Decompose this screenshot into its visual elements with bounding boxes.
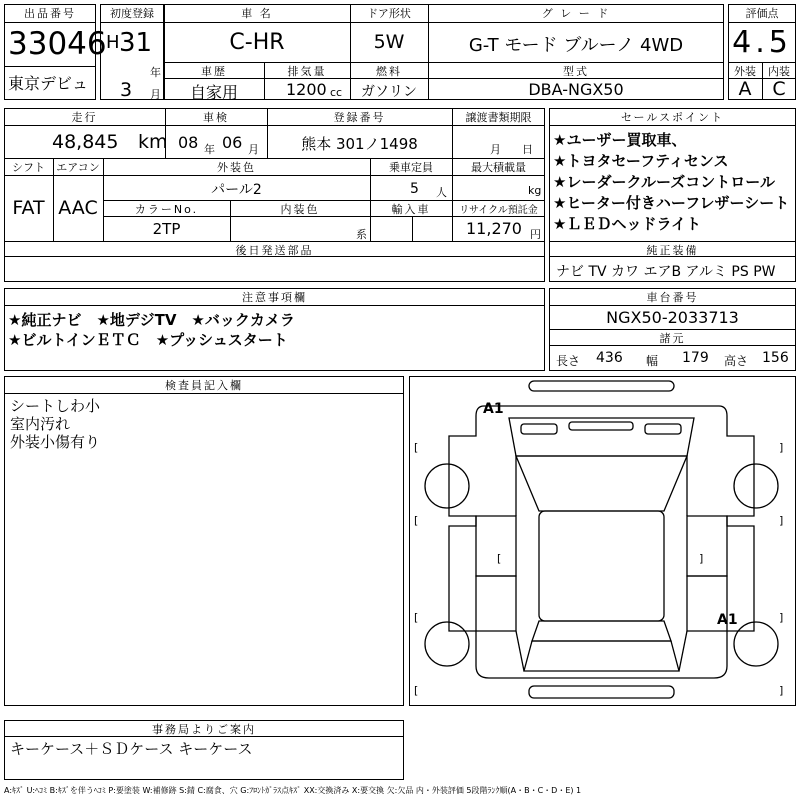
transfer-day-unit: 日: [522, 143, 533, 156]
mileage-unit: km: [138, 131, 168, 153]
reg-year: 31: [119, 28, 153, 58]
color-no: 2TP: [152, 220, 181, 238]
width: 179: [682, 350, 709, 366]
front-bumper-outline: [529, 381, 674, 391]
bracket-mark: ]: [699, 552, 704, 565]
inspection-year-unit: 年: [204, 143, 215, 156]
interior-grade: C: [772, 78, 786, 100]
inspection-month-unit: 月: [248, 143, 259, 156]
color-no-label: カラーNo.: [134, 203, 199, 216]
width-label: 幅: [646, 354, 659, 368]
sales-point-item: ★レーダークルーズコントロール: [553, 173, 775, 191]
venue: 東京デビュ: [8, 74, 89, 93]
model-code: DBA-NGX50: [528, 80, 624, 99]
inspection-label: 車検: [203, 111, 229, 124]
recycle-unit: 円: [530, 228, 541, 241]
equipment-label: 純正装備: [646, 244, 699, 257]
right-front-wheel: [734, 464, 778, 508]
bracket-mark: [: [414, 514, 419, 527]
grade: G-T モード ブルーノ 4WD: [468, 35, 684, 56]
reg-month-unit: 月: [150, 88, 161, 101]
exterior-grade: A: [738, 78, 752, 100]
ac-label: エアコン: [56, 161, 100, 174]
load-unit: kg: [528, 184, 542, 197]
grade-label: グ レ ー ド: [541, 7, 611, 20]
vehicle-damage-diagram: [409, 376, 794, 706]
fuel-label: 燃料: [376, 65, 402, 78]
inspector-line: シートしわ小: [10, 397, 101, 415]
right-rear-wheel: [734, 622, 778, 666]
ac: AAC: [58, 197, 98, 219]
car-name-label: 車 名: [241, 7, 273, 20]
chassis-label: 車台番号: [646, 291, 699, 304]
left-rear-door-outline: [476, 576, 516, 631]
inspection-month: 06: [222, 133, 243, 152]
roof-outline: [539, 511, 664, 621]
length-label: 長さ: [556, 354, 581, 368]
bracket-mark: ]: [779, 514, 784, 527]
lot-label: 出品番号: [24, 7, 76, 20]
inspector-line: 外装小傷有り: [10, 433, 101, 451]
height: 156: [762, 350, 789, 366]
recycle-amount: 11,270: [466, 219, 522, 238]
score-label: 評価点: [745, 7, 779, 20]
shift: FAT: [12, 197, 45, 219]
notes-line-1: ★純正ナビ ★地デジTV ★バックカメラ: [8, 311, 295, 329]
left-front-wheel: [425, 464, 469, 508]
displacement: 1200: [286, 80, 327, 99]
spec-label: 諸元: [659, 332, 686, 345]
door-type: 5W: [373, 31, 405, 53]
chassis-number: NGX50-2033713: [606, 308, 739, 327]
lot-number: 33046: [8, 26, 107, 62]
shift-label: シフト: [12, 161, 45, 174]
office-text: キーケース＋ＳＤケース キーケース: [10, 740, 253, 758]
exterior-color: パール2: [211, 182, 262, 198]
displacement-unit: cc: [330, 86, 343, 99]
bracket-mark: [: [414, 684, 419, 697]
left-rear-wheel: [425, 622, 469, 666]
mileage-label: 走行: [71, 111, 98, 124]
interior-label: 内装: [768, 65, 790, 78]
door-label: ドア形状: [367, 7, 411, 20]
windshield-outline: [516, 456, 687, 511]
sales-points-label: セールスポイント: [620, 111, 724, 124]
exterior-label: 外装: [734, 65, 756, 78]
transfer-month-unit: 月: [490, 143, 501, 156]
length: 436: [596, 350, 623, 366]
plate-label: 登録番号: [333, 111, 386, 124]
notes-line-2: ★ビルトインＥＴＣ ★プッシュスタート: [8, 331, 288, 349]
recycle-label: リサイクル預託金: [459, 205, 538, 216]
reg-year-unit: 年: [150, 66, 161, 79]
damage-mark-front: A1: [483, 401, 504, 417]
car-name: C-HR: [229, 30, 285, 55]
displacement-label: 排気量: [287, 65, 327, 78]
left-front-door-outline: [476, 516, 516, 576]
plate: 熊本 301ノ1498: [301, 135, 418, 153]
inspector-notes: [10, 397, 100, 451]
color-label: 外装色: [217, 161, 256, 174]
reg-month: 3: [120, 79, 133, 101]
first-reg-label: 初度登録: [110, 7, 154, 20]
bracket-mark: ]: [779, 611, 784, 624]
inspector-label: 検査員記入欄: [165, 379, 243, 392]
capacity-label: 乗車定員: [389, 161, 433, 174]
era: H: [106, 32, 120, 53]
damage-legend: A:ｷｽﾞ U:ﾍｺﾐ B:ｷｽﾞを伴うﾍｺﾐ P:要塗装 W:補修跡 S:錆 C:腐食、穴 G:ﾌﾛﾝﾄｶﾞﾗｽ点ｷｽﾞ XX:交換済み X:要交換 欠:欠品 内・外装評価 5段階ﾗﾝｸ順(A・B・C・D・E) 1: [4, 786, 582, 795]
sales-point-item: ★ＬＥＤヘッドライト: [553, 215, 701, 233]
front-grille-2: [569, 422, 633, 430]
bracket-mark: [: [414, 611, 419, 624]
sales-point-item: ★トヨタセーフティセンス: [553, 152, 729, 170]
bracket-mark: [: [414, 441, 419, 454]
trunk-outline: [524, 641, 679, 671]
history-label: 車歴: [201, 65, 227, 78]
bracket-mark: [: [497, 552, 502, 565]
capacity: 5: [410, 181, 419, 197]
transfer-label: 譲渡書類期限: [465, 111, 532, 124]
mileage: 48,845: [52, 131, 119, 153]
front-grille-3: [645, 424, 681, 434]
rear-bumper-outline: [529, 686, 674, 698]
sales-point-item: ★ヒーター付きハーフレザーシート: [553, 194, 790, 212]
notes-label: 注意事項欄: [242, 291, 307, 304]
equipment-items: ナビ TV カワ エアB アルミ PS PW: [556, 264, 776, 280]
sales-point-item: ★ユーザー買取車、: [553, 131, 687, 149]
front-grille-1: [521, 424, 557, 434]
capacity-unit: 人: [436, 186, 447, 199]
inspector-line: 室内汚れ: [10, 415, 71, 433]
bracket-mark: ]: [779, 684, 784, 697]
height-label: 高さ: [724, 354, 749, 368]
later-parts-label: 後日発送部品: [235, 244, 314, 257]
load-label: 最大積載量: [471, 161, 526, 174]
fuel: ガソリン: [361, 84, 417, 100]
interior-color-label: 内装色: [280, 203, 320, 216]
sales-points-list: [553, 129, 789, 234]
score: 4.5: [732, 25, 792, 60]
history: 自家用: [189, 83, 238, 102]
interior-color-unit: 系: [356, 228, 367, 241]
import-label: 輸入車: [391, 203, 431, 216]
inspection-year: 08: [178, 133, 199, 152]
bracket-mark: ]: [779, 441, 784, 454]
body-outline: [449, 406, 754, 678]
right-front-door-outline: [687, 516, 727, 576]
office-label: 事務局よりご案内: [152, 723, 256, 736]
rear-window-outline: [532, 621, 671, 641]
damage-mark-right: A1: [717, 612, 738, 628]
model-code-label: 型式: [563, 65, 589, 78]
